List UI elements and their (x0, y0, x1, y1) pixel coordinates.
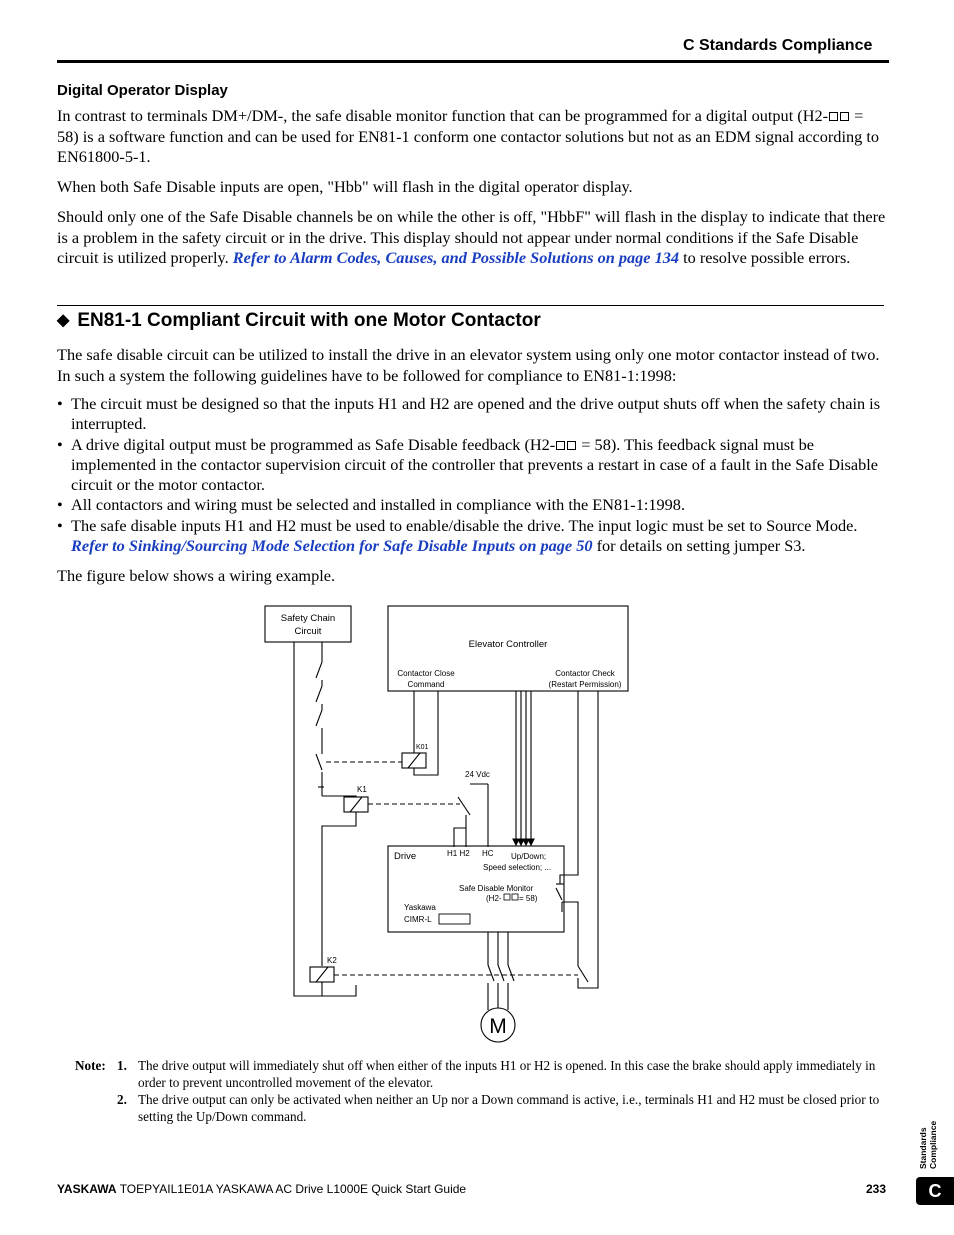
list-item-text: All contactors and wiring must be selected and installed in compliance with the EN81-1:1998. (71, 495, 686, 515)
bullet-icon: • (57, 515, 63, 535)
k2-label: K2 (327, 956, 337, 965)
safety-contact (316, 710, 322, 726)
sd-monitor-label: Safe Disable Monitor (459, 884, 534, 893)
safety-contact (316, 662, 322, 678)
subsection-title: Digital Operator Display (57, 82, 228, 99)
alarm-codes-link[interactable]: Refer to Alarm Codes, Causes, and Possible Solutions on page 134 (232, 248, 680, 267)
notes-block (75, 1057, 890, 1125)
section-title: EN81-1 Compliant Circuit with one Motor Contactor (77, 310, 541, 331)
footer-text (57, 1182, 466, 1196)
contactor-close-label-2: Command (407, 680, 445, 689)
drive-label: Drive (394, 851, 417, 862)
list-item (57, 435, 889, 496)
k01-contact (316, 754, 322, 770)
hc-label: HC (482, 849, 494, 858)
paragraph-1-text-b: = 58) is a software function and can be used for EN81-1 conform one contactor solutions but not as an EDM signal according to EN61800-5-1. (57, 106, 879, 166)
chapter-tab[interactable]: C (916, 1177, 954, 1205)
chapter-tab-text (916, 1107, 940, 1171)
footer-doc-title: TOEPYAIL1E01A YASKAWA AC Drive L1000E Quick Start Guide (116, 1182, 467, 1196)
bullet-icon: • (57, 495, 63, 515)
yaskawa-label: Yaskawa (404, 903, 436, 912)
k1-label: K1 (357, 785, 367, 794)
k1-wire (322, 812, 356, 966)
list-item-text: The circuit must be designed so that the inputs H1 and H2 are opened and the drive output shuts off when the safety chain is interrupted. (71, 394, 881, 434)
section-intro: The safe disable circuit can be utilized to install the drive in an elevator system using only one motor contactor instead of two. In such a system the following guidelines have to be followed for compliance to EN81-1:1998: (57, 345, 880, 385)
list-item-text-a: The safe disable inputs H1 and H2 must be used to enable/disable the drive. The input logic must be set to Source Mode. (71, 515, 858, 535)
header-rule (57, 60, 889, 63)
placeholder-box-icon (829, 112, 838, 121)
bullet-icon: • (57, 394, 63, 413)
chapter-tab-line-1: Standards (918, 1127, 928, 1169)
safety-chain-left-wire (294, 642, 356, 996)
list-item (57, 495, 889, 515)
sd-param-label-a: (H2- (486, 894, 502, 903)
h1h2-label: H1 H2 (447, 849, 470, 858)
wiring-diagram (250, 600, 650, 1050)
list-item-text-b: for details on setting jumper S3. (592, 536, 806, 556)
note-item (75, 1091, 890, 1125)
placeholder-box-icon (512, 894, 518, 900)
monitor-contact (556, 888, 562, 900)
placeholder-box-icon (840, 112, 849, 121)
bullet-icon: • (57, 434, 63, 454)
k2-aux-contact (578, 966, 588, 982)
safety-chain-label-1: Safety Chain (280, 613, 336, 624)
model-box (439, 914, 470, 924)
list-item (57, 394, 889, 435)
note-label: Note: (75, 1058, 106, 1073)
placeholder-box-icon (556, 441, 565, 450)
paragraph-3 (57, 207, 889, 269)
safety-chain-label-2: Circuit (294, 626, 322, 637)
motor-label: M (489, 1015, 507, 1038)
sd-param-label-b: = 58) (519, 894, 538, 903)
safety-contact (316, 686, 322, 702)
chapter-tab-line-2: Compliance (928, 1120, 938, 1169)
placeholder-box-icon (504, 894, 510, 900)
guideline-list (57, 394, 889, 556)
updown-label-1: Up/Down; (511, 852, 547, 861)
updown-label-2: Speed selection; ... (483, 863, 552, 872)
cimr-label: CIMR-L (404, 915, 432, 924)
figure-intro: The figure below shows a wiring example. (57, 566, 336, 585)
k01-label: K01 (416, 744, 429, 751)
monitor-wire-1 (560, 691, 578, 884)
page-number: 233 (866, 1182, 887, 1196)
k1-drive-contact (458, 797, 470, 815)
sinking-sourcing-link[interactable]: Refer to Sinking/Sourcing Mode Selection for Safe Disable Inputs on page 50 (71, 536, 593, 556)
note-number: 1. (117, 1058, 127, 1073)
vdc-label: 24 Vdc (465, 770, 490, 779)
contactor-check-label-1: Contactor Check (555, 669, 615, 678)
contactor-check-label-2: (Restart Permission) (548, 680, 622, 689)
paragraph-1 (57, 106, 889, 168)
list-item-text-b: = 58). This feedback signal must be implemented in the contactor supervision circuit of the controller that prevents a restart in case of a fault in the Safe Disable circuit or the motor contactor. (71, 434, 878, 495)
placeholder-box-icon (567, 441, 576, 450)
contactor-close-label-1: Contactor Close (397, 669, 455, 678)
h1-wire (454, 815, 466, 847)
paragraph-1-text-a: In contrast to terminals DM+/DM-, the safe disable monitor function that can be programmed for a digital output (H2- (57, 106, 829, 125)
list-item-text-a: A drive digital output must be programmed as Safe Disable feedback (H2- (71, 434, 556, 454)
elevator-controller-label: Elevator Controller (468, 639, 548, 650)
footer-brand: YASKAWA (57, 1182, 117, 1196)
note-number: 2. (117, 1092, 127, 1107)
monitor-wire-2 (578, 691, 598, 988)
note-text: The drive output can only be activated when neither an Up nor a Down command is active, i.e., terminals H1 and H2 must be closed prior to setting the Up/Down command. (138, 1092, 880, 1124)
paragraph-3-text-a: Should only one of the Safe Disable channels be on while the other is off, "HbbF" will flash in the display to indicate that there is a problem in the safety circuit or in the drive. This display should not appear under normal conditions if the Safe Disable circuit is utilized properly. (57, 207, 886, 267)
paragraph-2: When both Safe Disable inputs are open, "Hbb" will flash in the digital operator display. (57, 177, 633, 196)
page-header-title: C Standards Compliance (683, 37, 873, 54)
paragraph-3-text-b: to resolve possible errors. (679, 248, 851, 267)
note-text: The drive output will immediately shut off when either of the inputs H1 or H2 is opened. In this case the brake should apply immediately in order to prevent uncontrolled movement of the elevator. (138, 1058, 876, 1090)
note-item (75, 1057, 890, 1091)
list-item (57, 516, 889, 557)
diamond-icon: ◆ (57, 312, 70, 329)
section-heading (57, 310, 541, 332)
section-rule (57, 305, 884, 306)
